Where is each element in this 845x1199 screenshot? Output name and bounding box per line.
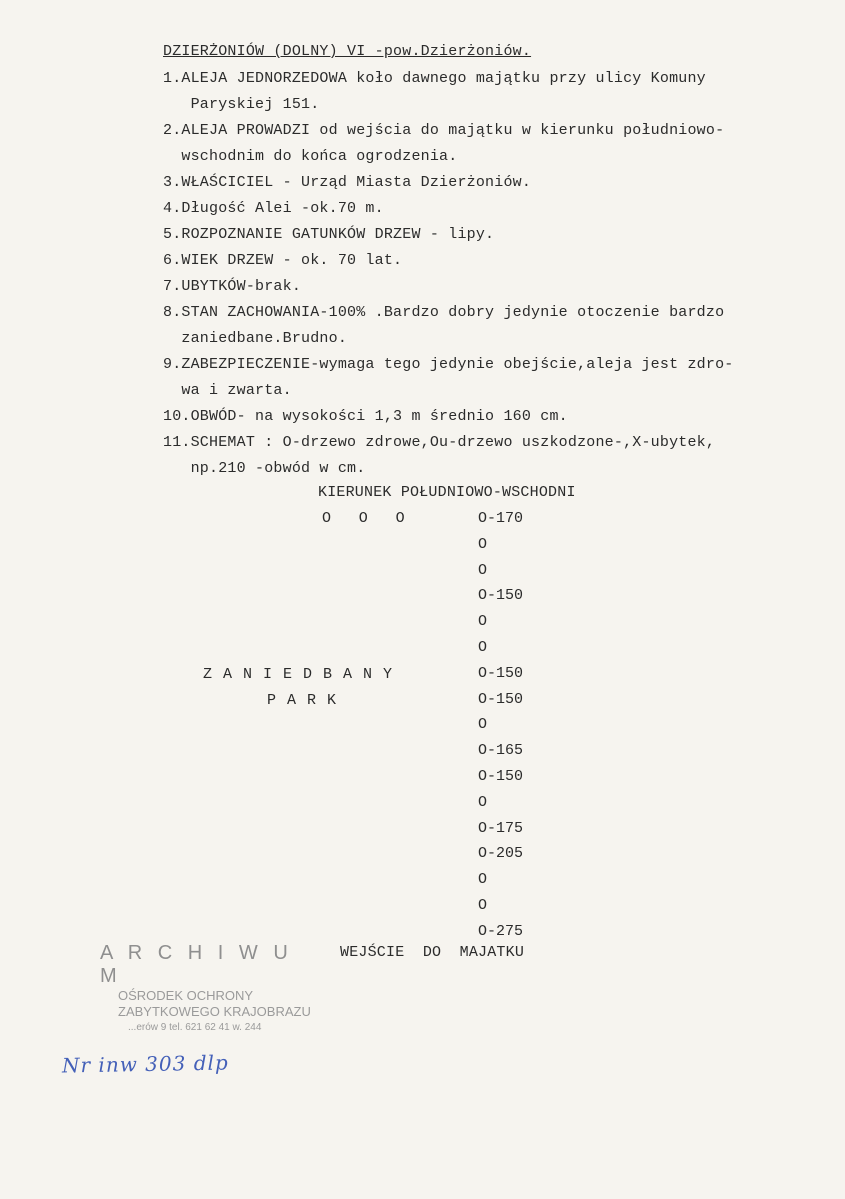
line-11b: np.210 -obwód w cm.	[163, 460, 366, 477]
line-8b: zaniedbane.Brudno.	[163, 330, 348, 347]
tree-entry: O-275	[478, 922, 524, 940]
tree-entry: O	[478, 871, 488, 889]
line-10: 10.OBWÓD- na wysokości 1,3 m średnio 160 cm.	[163, 408, 568, 425]
line-5: 5.ROZPOZNANIE GATUNKÓW DRZEW - lipy.	[163, 226, 495, 243]
line-7: 7.UBYTKÓW-brak.	[163, 278, 302, 295]
line-9a: 9.ZABEZPIECZENIE-wymaga tego jedynie obejście,aleja jest zdro-	[163, 356, 734, 373]
tree-entry: O	[478, 561, 488, 579]
stamp-line-2: OŚRODEK OCHRONY	[118, 988, 254, 1003]
line-6: 6.WIEK DRZEW - ok. 70 lat.	[163, 252, 403, 269]
stamp-line-4: ...erów 9 tel. 621 62 41 w. 244	[128, 1022, 262, 1033]
tree-entry: O-205	[478, 845, 524, 863]
tree-entry: O	[478, 535, 488, 553]
tree-entry: O-175	[478, 819, 524, 837]
tree-entry: O	[478, 613, 488, 631]
line-11a: 11.SCHEMAT : O-drzewo zdrowe,Ou-drzewo uszkodzone-,X-ubytek,	[163, 434, 716, 451]
line-2a: 2.ALEJA PROWADZI od wejścia do majątku w kierunku południowo-	[163, 122, 725, 139]
tree-entry: O-165	[478, 742, 524, 760]
handwritten-inventory-note: Nr inw 303 dlp	[61, 1050, 229, 1078]
tree-entry: O-170	[478, 510, 524, 527]
line-9b: wa i zwarta.	[163, 382, 292, 399]
park-label-2: P A R K	[267, 692, 338, 709]
line-1b: Paryskiej 151.	[163, 96, 320, 113]
park-label-1: Z A N I E D B A N Y	[203, 666, 394, 683]
line-3: 3.WŁAŚCICIEL - Urząd Miasta Dzierżoniów.	[163, 174, 532, 191]
tree-entry: O-150	[478, 768, 524, 785]
entrance-label: WEJŚCIE DO MAJATKU	[340, 944, 525, 961]
stamp-line-3: ZABYTKOWEGO KRAJOBRAZU	[118, 1004, 311, 1019]
document-title: DZIERŻONIÓW (DOLNY) VI -pow.Dzierżoniów.	[163, 43, 532, 60]
archive-stamp	[100, 942, 320, 1036]
tree-entry: O	[478, 897, 488, 914]
stamp-line-1: A R C H I W U M	[100, 942, 293, 987]
line-2b: wschodnim do końca ogrodzenia.	[163, 148, 458, 165]
direction-label: KIERUNEK POŁUDNIOWO-WSCHODNI	[318, 484, 576, 501]
tree-entry: O	[478, 793, 488, 811]
line-1a: 1.ALEJA JEDNORZEDOWA koło dawnego majątku przy ulicy Komuny	[163, 70, 706, 87]
line-4: 4.Długość Alei -ok.70 m.	[163, 200, 384, 217]
tree-entry: O	[478, 716, 488, 734]
line-8a: 8.STAN ZACHOWANIA-100% .Bardzo dobry jedynie otoczenie bardzo	[163, 304, 725, 321]
tree-entry: O-150	[478, 587, 524, 605]
tree-entry: O-150	[478, 664, 524, 682]
tree-entry: O-150	[478, 690, 524, 708]
top-row-trees: O O O	[322, 510, 405, 527]
tree-entry: O	[478, 639, 488, 656]
